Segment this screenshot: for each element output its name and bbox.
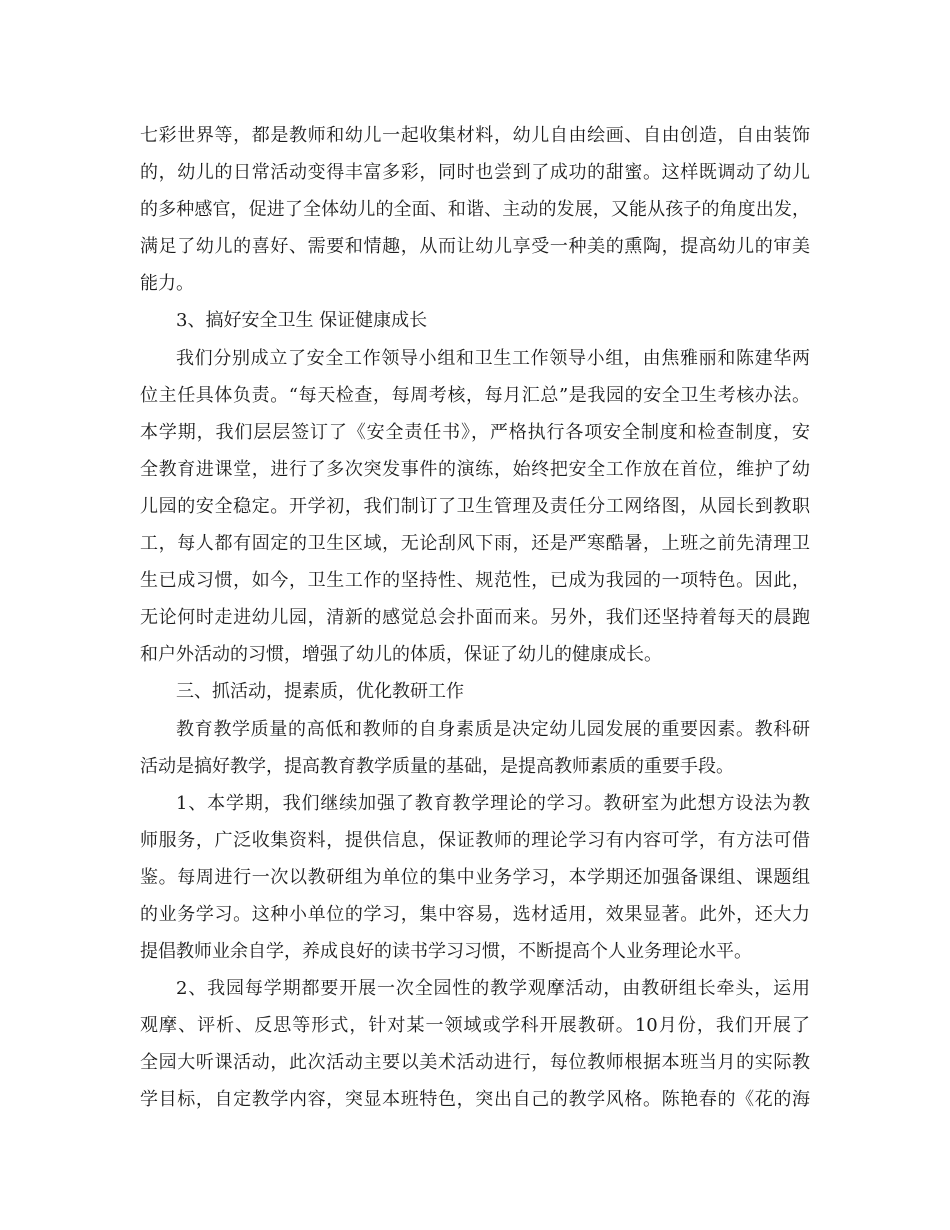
text-line: 的多种感官，促进了全体幼儿的全面、和谐、主动的发展，又能从孩子的角度出发， <box>140 199 810 221</box>
text-line: 儿园的安全稳定。开学初，我们制订了卫生管理及责任分工网络图，从园长到教职 <box>140 495 810 517</box>
text-line: 师服务，广泛收集资料，提供信息，保证教师的理论学习有内容可学，有方法可借 <box>140 829 810 851</box>
text-line: 位主任具体负责。“每天检查，每周考核，每月汇总”是我园的安全卫生考核办法。 <box>140 384 810 406</box>
text-line: 的业务学习。这种小单位的学习，集中容易，选材适用，效果显著。此外，还大力 <box>140 903 810 925</box>
text-line: 全园大听课活动，此次活动主要以美术活动进行，每位教师根据本班当月的实际教 <box>140 1052 810 1074</box>
text-line: 学目标，自定教学内容，突显本班特色，突出自己的教学风格。陈艳春的《花的海 <box>140 1089 810 1111</box>
text-line: 本学期，我们层层签订了《安全责任书》，严格执行各项安全制度和检查制度，安 <box>140 421 810 443</box>
document-body <box>140 117 810 1119</box>
text-line: 生已成习惯，如今，卫生工作的坚持性、规范性，已成为我园的一项特色。因此， <box>140 570 810 592</box>
text-line: 全教育进课堂，进行了多次突发事件的演练，始终把安全工作放在首位，维护了幼 <box>140 458 810 480</box>
text-line: 3、搞好安全卫生 保证健康成长 <box>176 310 428 332</box>
text-line: 七彩世界等，都是教师和幼儿一起收集材料，幼儿自由绘画、自由创造，自由装饰 <box>140 125 810 146</box>
text-line: 我们分别成立了安全工作领导小组和卫生工作领导小组，由焦雅丽和陈建华两 <box>176 347 810 369</box>
text-line: 鉴。每周进行一次以教研组为单位的集中业务学习，本学期还加强备课组、课题组 <box>140 866 810 888</box>
text-line: 2、我园每学期都要开展一次全园性的教学观摩活动，由教研组长牵头，运用 <box>176 978 810 1000</box>
text-line: 满足了幼儿的喜好、需要和情趣，从而让幼儿享受一种美的熏陶，提高幼儿的审美 <box>140 236 810 258</box>
text-line: 无论何时走进幼儿园，清新的感觉总会扑面而来。另外，我们还坚持着每天的晨跑 <box>140 607 810 629</box>
text-line: 工，每人都有固定的卫生区域，无论刮风下雨，还是严寒酷暑，上班之前先清理卫 <box>140 533 810 555</box>
text-line: 教育教学质量的高低和教师的自身素质是决定幼儿园发展的重要因素。教科研 <box>176 718 810 740</box>
text-line: 的，幼儿的日常活动变得丰富多彩，同时也尝到了成功的甜蜜。这样既调动了幼儿 <box>140 162 810 184</box>
text-line: 观摩、评析、反思等形式，针对某一领域或学科开展教研。10月份，我们开展了 <box>140 1015 810 1037</box>
text-line: 和户外活动的习惯，增强了幼儿的体质，保证了幼儿的健康成长。 <box>140 644 662 666</box>
text-line: 能力。 <box>140 273 194 295</box>
text-line: 三、抓活动，提素质，优化教研工作 <box>176 681 464 703</box>
text-line: 活动是搞好教学，提高教育教学质量的基础，是提高教师素质的重要手段。 <box>140 755 734 777</box>
text-line: 提倡教师业余自学，养成良好的读书学习习惯，不断提高个人业务理论水平。 <box>140 941 752 963</box>
text-line: 1、本学期，我们继续加强了教育教学理论的学习。教研室为此想方设法为教 <box>176 792 810 814</box>
